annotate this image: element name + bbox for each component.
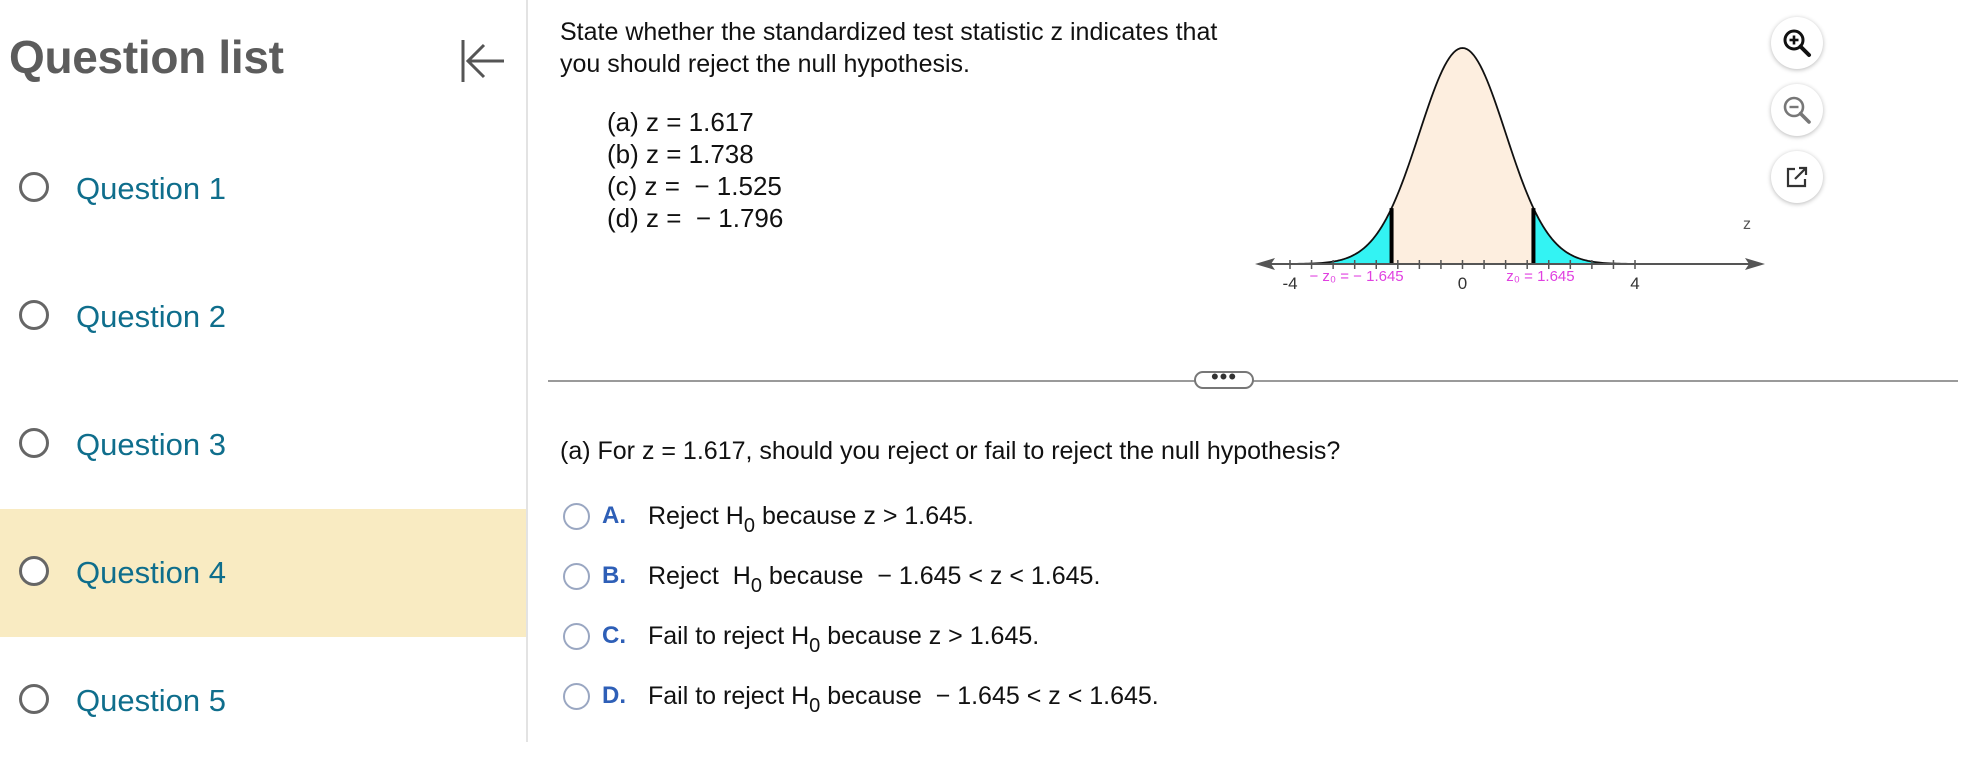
- external-link-icon: [1781, 161, 1813, 193]
- chart-svg: [1255, 40, 1785, 320]
- choice-a[interactable]: [561, 497, 1261, 537]
- sidebar-divider[interactable]: [526, 0, 528, 742]
- radio-icon: [19, 172, 49, 202]
- sidebar-item-question-5[interactable]: [0, 637, 526, 765]
- part-d: (d) z = − 1.796: [607, 203, 784, 233]
- choice-letter: D.: [602, 682, 626, 709]
- sidebar-item-question-2[interactable]: [0, 253, 526, 381]
- popout-button[interactable]: [1771, 151, 1823, 203]
- radio-icon: [19, 300, 49, 330]
- pane-resize-handle[interactable]: [1194, 364, 1254, 389]
- radio-icon: [19, 428, 49, 458]
- radio-icon: [19, 684, 49, 714]
- sidebar-item-question-1[interactable]: [0, 125, 526, 253]
- radio-icon[interactable]: [563, 563, 590, 590]
- sidebar-title: Question list: [9, 31, 284, 83]
- choice-text: Reject $H_0$ because z > 1.645.: [648, 502, 974, 537]
- radio-icon: [19, 556, 49, 586]
- choice-text: Fail to reject $H_0$ because − 1.645 < z < 1.645.: [648, 682, 1159, 717]
- part-a: (a) z = 1.617: [607, 107, 754, 137]
- choice-text: Fail to reject $H_0$ because z > 1.645.: [648, 622, 1040, 657]
- zoom-in-icon: [1781, 27, 1813, 59]
- x-tick-label: 0: [1457, 274, 1468, 293]
- handle-dots-icon: •••: [1210, 364, 1238, 389]
- x-axis-label: z: [1743, 216, 1751, 233]
- zoom-out-button[interactable]: [1771, 84, 1823, 136]
- prompt-line: State whether the standardized test statistic z indicates that: [560, 18, 1218, 46]
- sidebar-item-question-3[interactable]: [0, 381, 526, 509]
- question-text: (a) For z = 1.617, should you reject or fail to reject the null hypothesis?: [560, 437, 1341, 465]
- choice-c[interactable]: [561, 617, 1261, 657]
- part-b: (b) z = 1.738: [607, 139, 754, 169]
- critical-value-label-left: − z₀ = − 1.645: [1309, 268, 1404, 285]
- choice-b[interactable]: [561, 557, 1261, 597]
- sidebar-item-label: Question 1: [76, 171, 226, 206]
- collapse-sidebar-button[interactable]: [456, 36, 506, 86]
- x-tick-label: -4: [1282, 274, 1298, 293]
- prompt-line: you should reject the null hypothesis.: [560, 50, 970, 78]
- normal-distribution-chart: [1255, 40, 1785, 320]
- part-c: (c) z = − 1.525: [607, 171, 782, 201]
- critical-value-label-right: z₀ = 1.645: [1506, 268, 1575, 285]
- problem-parts: [607, 106, 783, 234]
- collapse-left-icon: [456, 36, 506, 86]
- problem-prompt: [560, 16, 1260, 80]
- sidebar-item-label: Question 2: [76, 299, 226, 334]
- choice-letter: A.: [602, 502, 626, 529]
- sidebar-item-label: Question 4: [76, 555, 226, 590]
- sidebar-item-label: Question 3: [76, 427, 226, 462]
- choice-letter: C.: [602, 622, 626, 649]
- x-tick-label: 4: [1630, 274, 1640, 293]
- zoom-in-button[interactable]: [1771, 17, 1823, 69]
- radio-icon[interactable]: [563, 503, 590, 530]
- center-region: [1392, 48, 1534, 264]
- sidebar-item-label: Question 5: [76, 683, 226, 718]
- choice-d[interactable]: [561, 677, 1261, 717]
- sidebar-item-question-4[interactable]: [0, 509, 526, 637]
- radio-icon[interactable]: [563, 683, 590, 710]
- choice-letter: B.: [602, 562, 626, 589]
- choice-text: Reject $H_0$ because − 1.645 < z < 1.645.: [648, 562, 1101, 597]
- zoom-out-icon: [1781, 94, 1813, 126]
- radio-icon[interactable]: [563, 623, 590, 650]
- question-list-sidebar: [0, 0, 526, 742]
